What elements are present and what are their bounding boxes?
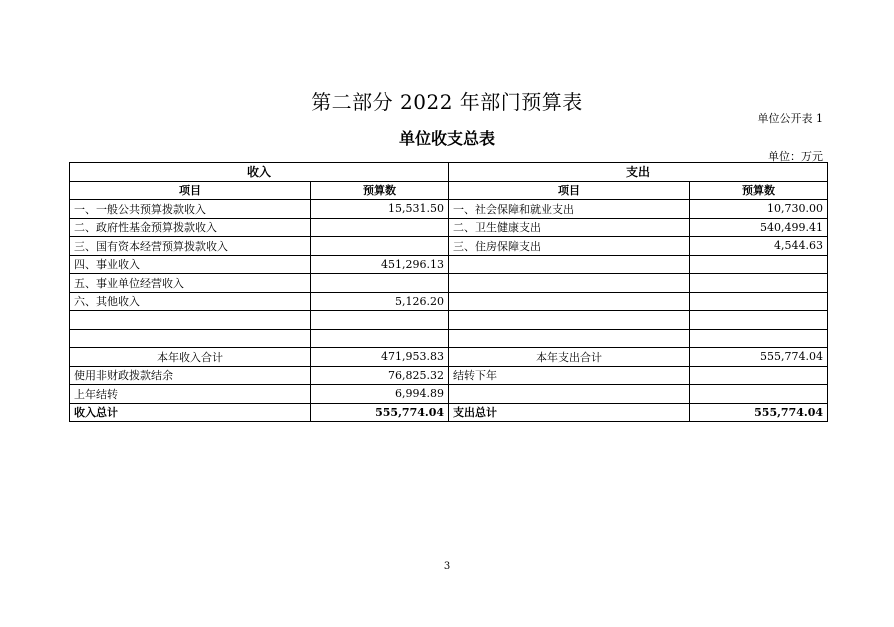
income-item: 一、一般公共预算拨款收入 <box>70 200 311 219</box>
table-row <box>70 255 828 274</box>
income-section-header: 收入 <box>70 163 449 182</box>
income-item: 四、事业收入 <box>70 255 311 274</box>
table-row <box>70 237 828 256</box>
expense-amount: 4,544.63 <box>690 237 828 256</box>
income-amount: 76,825.32 <box>311 366 449 385</box>
table-row <box>70 329 828 348</box>
income-item <box>70 311 311 330</box>
expense-amount: 540,499.41 <box>690 218 828 237</box>
income-amount <box>311 311 449 330</box>
income-amount: 5,126.20 <box>311 292 449 311</box>
expense-item <box>449 385 690 404</box>
expense-total-label: 支出总计 <box>449 403 690 422</box>
income-amount: 451,296.13 <box>311 255 449 274</box>
expense-amount <box>690 292 828 311</box>
column-header-row <box>70 181 828 200</box>
income-item: 二、政府性基金预算拨款收入 <box>70 218 311 237</box>
income-amount <box>311 274 449 293</box>
table-row <box>70 274 828 293</box>
expense-amount <box>690 385 828 404</box>
part-title: 第二部分 2022 年部门预算表 <box>311 90 583 114</box>
page-number: 3 <box>443 561 451 572</box>
table-title: 单位收支总表 <box>398 129 495 148</box>
expense-amount <box>690 366 828 385</box>
expense-amount <box>690 329 828 348</box>
expense-item: 结转下年 <box>449 366 690 385</box>
table-row <box>70 292 828 311</box>
expense-budget-header: 预算数 <box>690 181 828 200</box>
table-row <box>70 218 828 237</box>
income-amount <box>311 237 449 256</box>
expense-item <box>449 255 690 274</box>
income-total-label: 收入总计 <box>70 403 311 422</box>
income-amount <box>311 218 449 237</box>
income-subtotal-label: 本年收入合计 <box>70 348 311 367</box>
expense-item: 一、社会保障和就业支出 <box>449 200 690 219</box>
expense-item <box>449 274 690 293</box>
unit-label: 单位：万元 <box>768 150 823 163</box>
expense-subtotal-amount: 555,774.04 <box>690 348 828 367</box>
income-item: 六、其他收入 <box>70 292 311 311</box>
expense-subtotal-label: 本年支出合计 <box>449 348 690 367</box>
expense-total-amount: 555,774.04 <box>690 403 828 422</box>
income-subtotal-amount: 471,953.83 <box>311 348 449 367</box>
section-header-row <box>70 163 828 182</box>
expense-item: 二、卫生健康支出 <box>449 218 690 237</box>
expense-item <box>449 292 690 311</box>
income-item-header: 项目 <box>70 181 311 200</box>
table-row <box>70 200 828 219</box>
income-amount: 15,531.50 <box>311 200 449 219</box>
table-row <box>70 366 828 385</box>
budget-summary-table <box>69 162 828 422</box>
income-amount: 6,994.89 <box>311 385 449 404</box>
form-number: 单位公开表 1 <box>757 112 823 125</box>
expense-amount <box>690 255 828 274</box>
income-item <box>70 329 311 348</box>
expense-amount <box>690 274 828 293</box>
expense-item: 三、住房保障支出 <box>449 237 690 256</box>
grand-total-row <box>70 403 828 422</box>
table-row <box>70 385 828 404</box>
table-row <box>70 311 828 330</box>
income-item: 三、国有资本经营预算拨款收入 <box>70 237 311 256</box>
expense-amount: 10,730.00 <box>690 200 828 219</box>
subtotal-row <box>70 348 828 367</box>
income-budget-header: 预算数 <box>311 181 449 200</box>
expense-section-header: 支出 <box>449 163 828 182</box>
income-amount <box>311 329 449 348</box>
expense-item <box>449 329 690 348</box>
income-item: 五、事业单位经营收入 <box>70 274 311 293</box>
income-total-amount: 555,774.04 <box>311 403 449 422</box>
income-item: 使用非财政拨款结余 <box>70 366 311 385</box>
expense-amount <box>690 311 828 330</box>
income-item: 上年结转 <box>70 385 311 404</box>
expense-item-header: 项目 <box>449 181 690 200</box>
expense-item <box>449 311 690 330</box>
